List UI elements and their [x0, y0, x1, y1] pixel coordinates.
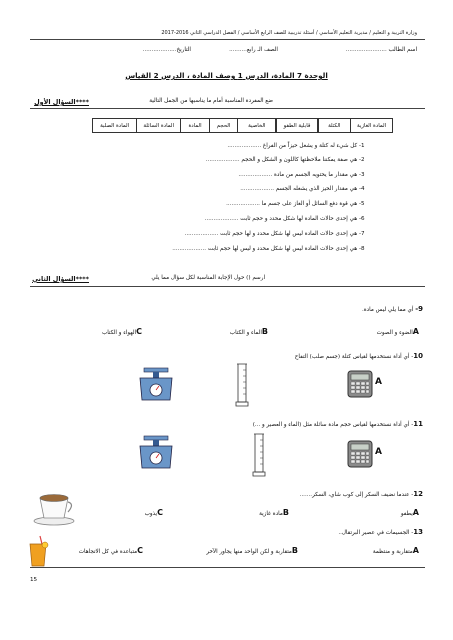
- item-number: 2-: [359, 157, 365, 163]
- item-number: 5-: [359, 201, 365, 207]
- tea-cup-icon: [32, 490, 76, 526]
- option-a[interactable]: A: [375, 447, 382, 457]
- class-label: الصف الـ رابع..........: [229, 47, 278, 53]
- q1-divider: [30, 108, 425, 109]
- option-a[interactable]: [377, 327, 419, 336]
- q1-item: [172, 246, 369, 252]
- juice-glass-icon: [26, 536, 50, 568]
- item-text: هي مقدار ما يحتويه الجسم من مادة ...................: [238, 172, 358, 178]
- option-letter: A: [412, 327, 419, 336]
- option-text: متقاربة و منتظمة: [372, 549, 413, 555]
- calculator-icon: [347, 440, 373, 468]
- item-number: 7-: [359, 231, 365, 237]
- option-c[interactable]: [79, 546, 143, 555]
- question-10: [295, 352, 423, 360]
- item-text: هي صفة يمكننا ملاحظتها كاللون و الشكل و الحجم ...................: [205, 157, 358, 163]
- ministry-header: وزارة التربية و التعليم / مديرية التعليم الأساسي / أسئلة تدريبية للصف الرابع الأساسي / الفصل الدراسي الثاني 2016-2017: [161, 30, 417, 36]
- q1-item: [227, 143, 369, 149]
- option-a[interactable]: A: [375, 377, 382, 387]
- option-a[interactable]: [401, 508, 419, 517]
- item-number: 4-: [359, 186, 365, 192]
- word-bank-item: المادة الغازية: [350, 118, 393, 133]
- question-number: 9-: [415, 305, 423, 313]
- word-bank: [93, 118, 393, 133]
- item-text: كل شيء له كتلة و يشغل حيزاً من الفراغ ...................: [227, 143, 358, 149]
- unit-title: الوحدة 7 المادة، الدرس 1 وصف المادة ، الدرس 2 القياس: [125, 71, 328, 80]
- item-number: 6-: [359, 216, 365, 222]
- option-text: الماء و الكتاب: [229, 330, 262, 336]
- item-number: 3-: [359, 172, 365, 178]
- option-text: يذوب: [144, 511, 158, 517]
- q1-title: ****السؤال الأول: [34, 98, 89, 106]
- q1-item: [185, 231, 369, 237]
- word-bank-item: الكتلة: [318, 118, 351, 133]
- option-letter: B: [291, 546, 298, 555]
- word-bank-item: قابلية الطفو: [276, 118, 319, 133]
- option-letter: C: [157, 508, 163, 517]
- option-letter: C: [137, 546, 143, 555]
- date-label: التاريخ...................: [142, 47, 191, 53]
- q1-instruction: ضع المفردة المناسبة أمام ما يناسبها من الجمل التالية: [149, 98, 273, 104]
- q2-divider: [30, 286, 425, 287]
- option-b[interactable]: [259, 508, 289, 517]
- option-c[interactable]: [145, 508, 163, 517]
- word-bank-item: الخاصية: [237, 118, 276, 133]
- question-number: 12: [413, 490, 423, 498]
- word-bank-item: الحجم: [209, 118, 238, 133]
- question-number: 10: [413, 352, 423, 360]
- option-letter: C: [136, 327, 142, 336]
- q1-item: [226, 201, 369, 207]
- option-text: متقاربة و لكن الواحد منها يجاور الآخر: [206, 549, 292, 555]
- header-divider: [30, 39, 425, 40]
- q2-title: ****السؤال الثاني: [32, 275, 89, 283]
- option-letter: B: [261, 327, 268, 336]
- student-name-label: اسم الطالب .......................: [345, 47, 417, 53]
- q1-item: [206, 157, 369, 163]
- question-text: - عندما نضيف السكر إلى كوب شاي، السكر.......: [299, 492, 414, 498]
- item-text: هي مقدار الحيز الذي يشغله الجسم ...................: [240, 186, 358, 192]
- word-bank-item: المادة الصلبة: [92, 118, 137, 133]
- item-text: هي قوة دفع السائل أو الغاز على جسم ما ...................: [226, 201, 358, 207]
- option-a[interactable]: [373, 546, 419, 555]
- option-text: الهواء و الكتاب: [101, 330, 137, 336]
- calculator-icon: [347, 370, 373, 398]
- item-text: هي إحدى حالات المادة لها شكل محدد و حجم ثابت ...................: [204, 216, 358, 222]
- option-text: مادة غازية: [259, 511, 283, 517]
- question-9: [362, 305, 423, 313]
- option-text: متباعدة في كل الاتجاهات: [78, 549, 138, 555]
- question-11: [253, 420, 423, 428]
- footer-divider: [30, 567, 425, 568]
- page-number: 15: [30, 577, 38, 583]
- question-12: [300, 490, 423, 498]
- question-13: [338, 528, 423, 536]
- q2-instruction: ارسم () حول الإجابة المناسبة لكل سؤال مما يلي: [151, 275, 265, 281]
- graduated-cylinder-icon: [235, 362, 249, 408]
- question-text: - أي أداة نستخدمها لقياس حجم مادة سائلة مثل (الماء و العصير و ...): [252, 422, 414, 428]
- question-text: - الجسيمات في عصير البرتقال..: [338, 530, 414, 536]
- question-number: 11: [413, 420, 423, 428]
- item-number: 8-: [359, 246, 365, 252]
- option-text: الضوء و الصوت: [376, 330, 413, 336]
- q1-item: [205, 216, 369, 222]
- option-letter: A: [412, 508, 419, 517]
- option-letter: A: [412, 546, 419, 555]
- word-bank-item: المادة السائلة: [136, 118, 181, 133]
- item-text: هي إحدى حالات المادة ليس لها شكل محدد و ليس لها حجم ثابت ...................: [172, 246, 358, 252]
- scale-icon: [136, 366, 176, 402]
- item-text: هي إحدى حالات المادة ليس لها شكل محدد و لها حجم ثابت ...................: [184, 231, 358, 237]
- word-bank-item: المادة: [180, 118, 209, 133]
- option-b[interactable]: [206, 546, 298, 555]
- question-text: أي مما يلي ليس مادة.: [361, 307, 414, 313]
- option-b[interactable]: [230, 327, 268, 336]
- scale-icon: [136, 434, 176, 470]
- question-number: 13: [413, 528, 423, 536]
- item-number: 1-: [359, 143, 365, 149]
- q1-item: [238, 172, 369, 178]
- question-text: - أي أداة نستخدمها لقياس كتلة (جسم صلب) التفاح: [294, 354, 414, 360]
- option-c[interactable]: [102, 327, 142, 336]
- graduated-cylinder-icon: [252, 432, 266, 478]
- option-letter: B: [282, 508, 289, 517]
- q1-item: [240, 186, 369, 192]
- option-text: يطفو: [400, 511, 413, 517]
